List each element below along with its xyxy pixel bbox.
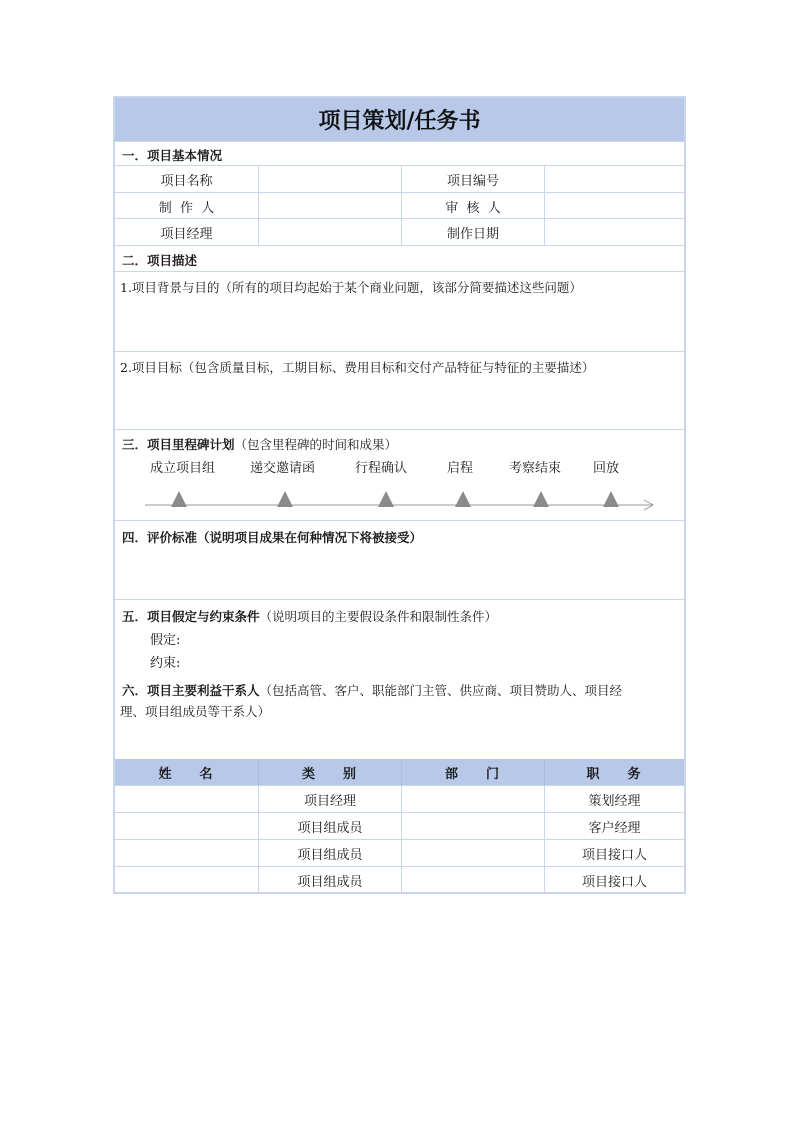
background-purpose-block[interactable]	[115, 271, 684, 351]
cell-category: 项目组成员	[258, 840, 401, 867]
table-row	[115, 812, 684, 839]
label-creation-date: 制作日期	[401, 219, 544, 246]
section-assumptions-heading: 五．项目假定与约束条件	[122, 609, 260, 624]
cell-department[interactable]	[401, 840, 544, 867]
cell-category: 项目组成员	[258, 813, 401, 840]
milestone-marker-1	[171, 491, 187, 507]
section-milestones-note: （包含里程碑的时间和成果）	[234, 437, 398, 452]
cell-name[interactable]	[115, 867, 258, 894]
cell-name[interactable]	[115, 840, 258, 867]
section-stakeholders-heading: 六．项目主要利益干系人	[122, 683, 260, 698]
label-project-manager: 项目经理	[160, 227, 213, 242]
milestone-marker-2	[277, 491, 293, 507]
value-project-manager[interactable]	[258, 219, 401, 246]
timeline-arrow	[145, 498, 660, 512]
value-project-name[interactable]	[258, 166, 401, 193]
project-task-form	[113, 96, 686, 894]
column-header-category: 类 别	[258, 759, 401, 785]
milestone-label-1: 成立项目组	[150, 461, 216, 476]
cell-category: 项目经理	[258, 786, 401, 813]
section-assumptions-note: （说明项目的主要假设条件和限制性条件）	[259, 609, 498, 624]
section-description	[115, 245, 684, 271]
section-assumptions-constraints	[115, 599, 684, 675]
table-row	[115, 839, 684, 866]
column-header-position: 职 务	[544, 759, 684, 785]
stakeholder-table	[115, 759, 684, 894]
milestone-label-6: 回放	[593, 461, 620, 476]
cell-category: 项目组成员	[258, 867, 401, 894]
section-basic-info-heading: 一．项目基本情况	[122, 148, 223, 163]
section-stakeholders-note-line2: 理、项目组成员等干系人）	[120, 704, 271, 719]
label-reviewer: 审 核 人	[401, 193, 544, 219]
cell-position: 项目接口人	[544, 867, 684, 894]
label-author: 制 作 人	[158, 200, 215, 216]
column-header-name: 姓 名	[158, 766, 215, 782]
section-stakeholders	[115, 675, 684, 759]
cell-position: 策划经理	[544, 786, 684, 813]
milestone-marker-4	[455, 491, 471, 507]
cell-position: 客户经理	[544, 813, 684, 840]
section-stakeholders-note-line1: （包括高管、客户、职能部门主管、供应商、项目赞助人、项目经	[259, 683, 623, 698]
label-project-number: 项目编号	[401, 166, 544, 193]
milestone-marker-3	[378, 491, 394, 507]
milestone-label-4: 启程	[447, 461, 474, 476]
milestone-label-5: 考察结束	[509, 461, 562, 476]
table-row	[115, 785, 684, 812]
value-reviewer[interactable]	[544, 193, 684, 219]
info-row-1	[115, 165, 684, 192]
milestone-marker-5	[533, 491, 549, 507]
section-acceptance-criteria[interactable]	[115, 520, 684, 599]
info-row-2	[115, 192, 684, 218]
section-assumptions-heading-line	[122, 607, 497, 625]
section-acceptance-heading: 四．评价标准（说明项目成果在何种情况下将被接受）	[122, 530, 423, 545]
cell-department[interactable]	[401, 867, 544, 894]
value-project-number[interactable]	[544, 166, 684, 193]
background-purpose-text: 1.项目背景与目的（所有的项目均起始于某个商业问题，该部分简要描述这些问题）	[120, 280, 582, 295]
milestone-label-3: 行程确认	[355, 461, 408, 476]
info-row-3	[115, 218, 684, 245]
project-goals-block[interactable]	[115, 351, 684, 429]
cell-department[interactable]	[401, 813, 544, 840]
stakeholder-table-header	[115, 759, 684, 785]
section-basic-info	[115, 141, 684, 165]
cell-department[interactable]	[401, 786, 544, 813]
section-stakeholders-line1	[122, 681, 622, 699]
milestone-marker-6	[603, 491, 619, 507]
section-milestones-heading-line	[122, 435, 397, 453]
value-author[interactable]	[258, 193, 401, 219]
table-row	[115, 866, 684, 893]
cell-name[interactable]	[115, 813, 258, 840]
constraints-label: 约束:	[150, 656, 181, 671]
value-creation-date[interactable]	[544, 219, 684, 246]
section-milestones-heading: 三．项目里程碑计划	[122, 437, 235, 452]
cell-position: 项目接口人	[544, 840, 684, 867]
label-project-name: 项目名称	[160, 174, 213, 189]
milestone-label-2: 递交邀请函	[250, 461, 316, 476]
assumptions-label: 假定:	[150, 633, 181, 648]
form-title: 项目策划/任务书	[115, 98, 684, 141]
cell-name[interactable]	[115, 786, 258, 813]
project-goals-text: 2.项目目标（包含质量目标，工期目标、费用目标和交付产品特征与特征的主要描述）	[120, 360, 595, 375]
column-header-department: 部 门	[401, 759, 544, 785]
section-description-heading: 二．项目描述	[122, 253, 198, 268]
